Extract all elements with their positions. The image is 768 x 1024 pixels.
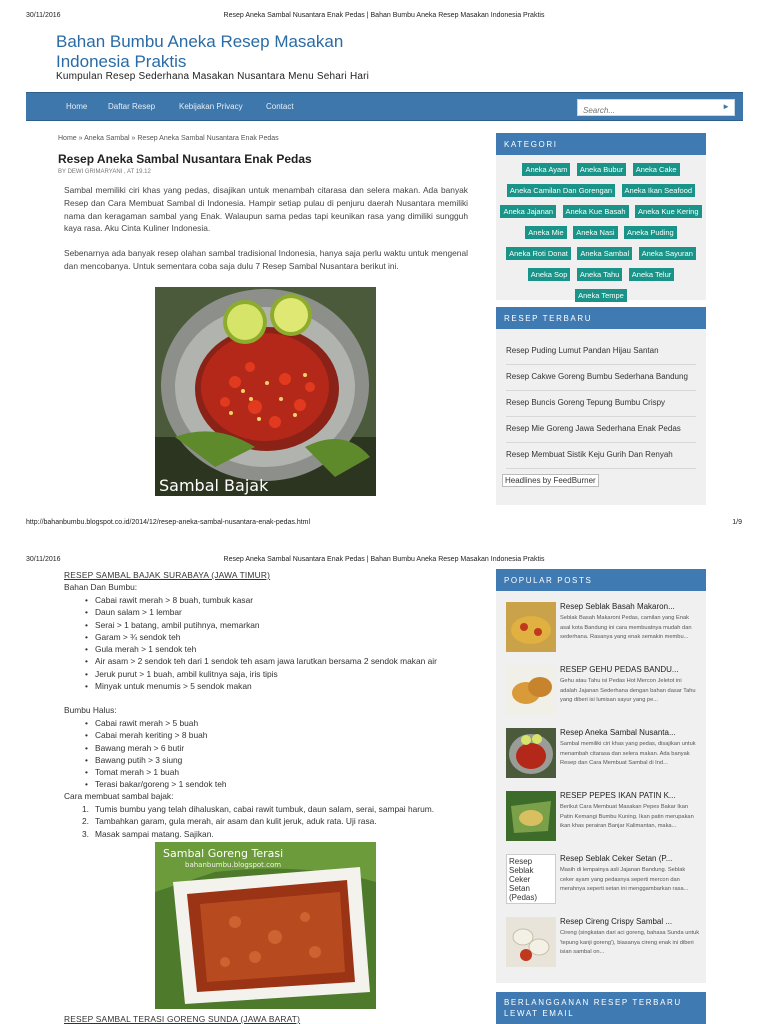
list-item: 3. Masak sampai matang. Sajikan. — [82, 828, 214, 839]
list-item: • Cabai rawit merah > 5 buah — [95, 717, 465, 729]
list-item: • Minyak untuk menumis > 5 sendok makan — [95, 680, 465, 692]
resep-terbaru-list — [496, 329, 706, 469]
subscribe-widget — [496, 992, 706, 1024]
popular-thumb — [506, 728, 556, 778]
post-title: Resep Aneka Sambal Nusantara Enak Pedas — [58, 152, 312, 166]
bahan-list — [95, 594, 465, 692]
search-button[interactable]: ► — [722, 102, 730, 111]
tag-aneka-kue-kering[interactable]: Aneka Kue Kering — [635, 205, 701, 218]
tag-aneka-sayuran[interactable]: Aneka Sayuran — [639, 247, 696, 260]
popular-post-title[interactable]: Resep Aneka Sambal Nusanta... — [560, 728, 676, 737]
recent-post-5[interactable]: Resep Membuat Sistik Keju Gurih Dan Renyah — [506, 443, 696, 469]
kategori-title: KATEGORI — [496, 133, 706, 155]
popular-post-title[interactable]: Resep Seblak Ceker Setan (P... — [560, 854, 673, 863]
list-item: • Gula merah > 1 sendok teh — [95, 643, 465, 655]
tag-aneka-ayam[interactable]: Aneka Ayam — [522, 163, 570, 176]
popular-thumb — [506, 791, 556, 841]
tag-aneka-nasi[interactable]: Aneka Nasi — [573, 226, 617, 239]
list-item: • Jeruk purut > 1 buah, ambil kulitnya saja, iris tipis — [95, 668, 465, 680]
popular-post-snippet: Berikut Cara Membuat Masakan Pepes Bakar Ikan Patin Kemangi Bumbu Kuning. Ikan patin merupakan ikan khas perairan Banjar Kalimantan, maka... — [560, 804, 694, 830]
site-description: Kumpulan Resep Sederhana Masakan Nusantara Menu Sehari Hari — [56, 71, 370, 82]
recipe-heading-sambal-bajak: RESEP SAMBAL BAJAK SURABAYA (JAWA TIMUR) — [64, 570, 271, 580]
print-date-page2: 30/11/2016 — [26, 556, 61, 563]
list-item: • Serai > 1 batang, ambil putihnya, memarkan — [95, 619, 465, 631]
list-item: • Bawang putih > 3 siung — [95, 754, 465, 766]
post-paragraph-1: Sambal memiliki ciri khas yang pedas, disajikan untuk menambah citarasa dan selera makan. Ada banyak Resep dan Cara Membuat Sambal di Indonesia. Hampir setiap pulau di penjuru daerah Nusantara memiliki nama dan keragaman sambal yang Enak. Walaupun sama pedas tapi keunikan rasa yang dimiliki sungguh kaya rasa. Aku Cinta Kuliner Indonesia. — [64, 185, 468, 234]
popular-post-snippet: Sambal memiliki ciri khas yang pedas, disajikan untuk menambah citarasa dan selera makan. Ada banyak Resep dan Cara Membuat Sambal di Ind... — [560, 741, 696, 767]
popular-post-snippet: Gehu atau Tahu isi Pedas Hot Mercon Jeletot ini adalah Jajanan Sederhana dengan bahan dasar Tahu yang diberi isi lumisan sayur yang pe... — [560, 678, 696, 704]
search-box — [577, 99, 735, 116]
list-item: • Terasi bakar/goreng > 1 sendok teh — [95, 778, 465, 790]
popular-posts-widget — [496, 569, 706, 983]
print-title-page2: Resep Aneka Sambal Nusantara Enak Pedas | Bahan Bumbu Aneka Resep Masakan Indonesia Praktis — [223, 556, 545, 563]
recipe-heading-sambal-terasi: RESEP SAMBAL TERASI GORENG SUNDA (JAWA BARAT) — [64, 1014, 301, 1024]
main-navbar — [26, 92, 743, 121]
print-header-page1 — [0, 0, 768, 19]
recent-post-4[interactable]: Resep Mie Goreng Jawa Sederhana Enak Pedas — [506, 417, 696, 443]
tag-aneka-jajanan[interactable]: Aneka Jajanan — [500, 205, 556, 218]
kategori-tags — [496, 155, 706, 312]
tag-aneka-sambal[interactable]: Aneka Sambal — [577, 247, 632, 260]
tag-aneka-tempe[interactable]: Aneka Tempe — [575, 289, 627, 302]
popular-post-snippet: Cireng (singkatan dari aci goreng, bahasa Sunda untuk 'tepung kanji goreng'), biasanya cireng enak ini diberi isian sambal on... — [560, 930, 700, 956]
nav-contact[interactable]: Contact — [266, 102, 294, 111]
popular-post-2[interactable] — [506, 665, 700, 725]
recent-post-1[interactable]: Resep Puding Lumut Pandan Hijau Santan — [506, 339, 696, 365]
popular-post-3[interactable] — [506, 728, 700, 788]
popular-post-5[interactable] — [506, 854, 700, 914]
search-input[interactable] — [578, 103, 708, 118]
bumbu-halus-label: Bumbu Halus: — [64, 705, 117, 715]
seblak-thumb-icon — [506, 602, 556, 652]
list-item: • Daun salam > 1 lembar — [95, 606, 465, 618]
list-item: 2. Tambahkan garam, gula merah, air asam dan kulit jeruk, aduk rata. Uji rasa. — [82, 816, 377, 827]
list-item: • Garam > ¾ sendok teh — [95, 631, 465, 643]
popular-post-1[interactable] — [506, 602, 700, 662]
nav-kebijakan-privacy[interactable]: Kebijakan Privacy — [179, 102, 243, 111]
sambal-bajak-caption: Sambal Bajak — [159, 476, 269, 495]
breadcrumb[interactable]: Home » Aneka Sambal » Resep Aneka Sambal Nusantara Enak Pedas — [58, 135, 279, 142]
print-page-number: 1/9 — [732, 519, 742, 526]
tag-aneka-tahu[interactable]: Aneka Tahu — [577, 268, 622, 281]
tag-aneka-mie[interactable]: Aneka Mie — [525, 226, 566, 239]
tag-aneka-telur[interactable]: Aneka Telur — [629, 268, 674, 281]
popular-post-snippet: Seblak Basah Makaroni Pedas, camilan yang Enak asal kota Bandung ini cara membuatnya mudah dan sederhana. Rasanya yang enak semakin membu... — [560, 615, 692, 641]
list-item: • Cabai rawit merah > 8 buah, tumbuk kasar — [95, 594, 465, 606]
post-paragraph-2: Sebenarnya ada banyak resep olahan sambal tradisional Indonesia, hanya saja perlu waktu untuk mengenal dan mencobanya. Untuk sementara coba saja dulu 7 Resep Sambal Nusantara berikut ini. — [64, 248, 468, 271]
tag-aneka-kue-basah[interactable]: Aneka Kue Basah — [563, 205, 629, 218]
popular-posts-title: POPULAR POSTS — [496, 569, 706, 591]
recent-post-2[interactable]: Resep Cakwe Goreng Bumbu Sederhana Bandung — [506, 365, 696, 391]
print-title: Resep Aneka Sambal Nusantara Enak Pedas | Bahan Bumbu Aneka Resep Masakan Indonesia Praktis — [223, 12, 545, 19]
sambal-bajak-illustration — [155, 287, 376, 496]
site-title[interactable]: Bahan Bumbu Aneka Resep Masakan Indonesia Praktis — [56, 32, 344, 71]
tag-aneka-sop[interactable]: Aneka Sop — [528, 268, 571, 281]
sambal-thumb-icon — [506, 728, 556, 778]
sambal-terasi-image — [155, 842, 376, 1009]
popular-thumb — [506, 917, 556, 967]
tag-aneka-roti-donat[interactable]: Aneka Roti Donat — [506, 247, 571, 260]
nav-home[interactable]: Home — [66, 102, 88, 111]
sambal-bajak-image — [155, 287, 376, 496]
tag-aneka-ikan-seafood[interactable]: Aneka Ikan Seafood — [622, 184, 696, 197]
bahan-label: Bahan Dan Bumbu: — [64, 582, 138, 592]
list-item: • Air asam > 2 sendok teh dari 1 sendok teh asam jawa larutkan bersama 2 sendok makan air — [95, 655, 465, 667]
bumbu-halus-list — [95, 717, 465, 791]
tag-aneka-camilan[interactable]: Aneka Camilan Dan Gorengan — [507, 184, 615, 197]
popular-post-title[interactable]: Resep Seblak Basah Makaron... — [560, 602, 675, 611]
cara-membuat-list — [82, 803, 465, 840]
broken-image-alt: Resep Seblak Ceker Setan (Pedas) — [509, 857, 538, 902]
list-item: • Cabai merah keriting > 8 buah — [95, 729, 465, 741]
resep-terbaru-widget — [496, 307, 706, 505]
tag-aneka-cake[interactable]: Aneka Cake — [633, 163, 680, 176]
gehu-thumb-icon — [506, 665, 556, 715]
list-item: • Tomat merah > 1 buah — [95, 766, 465, 778]
list-item: 1. Tumis bumbu yang telah dihaluskan, cabai rawit tumbuk, daun salam, serai, sampai harum. — [82, 804, 435, 814]
popular-post-title[interactable]: RESEP GEHU PEDAS BANDU... — [560, 665, 679, 674]
resep-terbaru-title: RESEP TERBARU — [496, 307, 706, 329]
print-header-page2 — [0, 544, 768, 563]
popular-post-title[interactable]: Resep Cireng Crispy Sambal ... — [560, 917, 673, 926]
popular-post-snippet: Masih di lempainya asli Jajanan Bandung. Seblak ceker ayam yang pedasnya seperti mercon dan merahnya seperti setan ini menggambarkan rasa... — [560, 867, 689, 893]
popular-post-4[interactable] — [506, 791, 700, 851]
pepes-thumb-icon — [506, 791, 556, 841]
subscribe-title: BERLANGGANAN RESEP TERBARU LEWAT EMAIL — [496, 992, 706, 1024]
sambal-terasi-watermark: bahanbumbu.blogspot.com — [185, 861, 282, 869]
popular-thumb — [506, 602, 556, 652]
print-date: 30/11/2016 — [26, 12, 61, 19]
broken-image-thumb — [506, 854, 556, 904]
nav-daftar-resep[interactable]: Daftar Resep — [108, 102, 156, 111]
recent-post-3[interactable]: Resep Buncis Goreng Tepung Bumbu Crispy — [506, 391, 696, 417]
popular-thumb — [506, 665, 556, 715]
popular-post-6[interactable] — [506, 917, 700, 977]
cara-membuat-label: Cara membuat sambal bajak: — [64, 791, 174, 801]
cireng-thumb-icon — [506, 917, 556, 967]
post-meta: BY DEWI GRIMARYANI , AT 19.12 — [58, 169, 151, 175]
feedburner-link[interactable]: Headlines by FeedBurner — [502, 474, 599, 487]
sambal-terasi-caption: Sambal Goreng Terasi — [163, 847, 284, 860]
kategori-widget — [496, 133, 706, 300]
print-url: http://bahanbumbu.blogspot.co.id/2014/12/resep-aneka-sambal-nusantara-enak-pedas.html — [26, 519, 311, 526]
list-item: • Bawang merah > 6 butir — [95, 742, 465, 754]
tag-aneka-bubur[interactable]: Aneka Bubur — [577, 163, 626, 176]
tag-aneka-puding[interactable]: Aneka Puding — [624, 226, 677, 239]
popular-post-title[interactable]: RESEP PEPES IKAN PATIN K... — [560, 791, 676, 800]
